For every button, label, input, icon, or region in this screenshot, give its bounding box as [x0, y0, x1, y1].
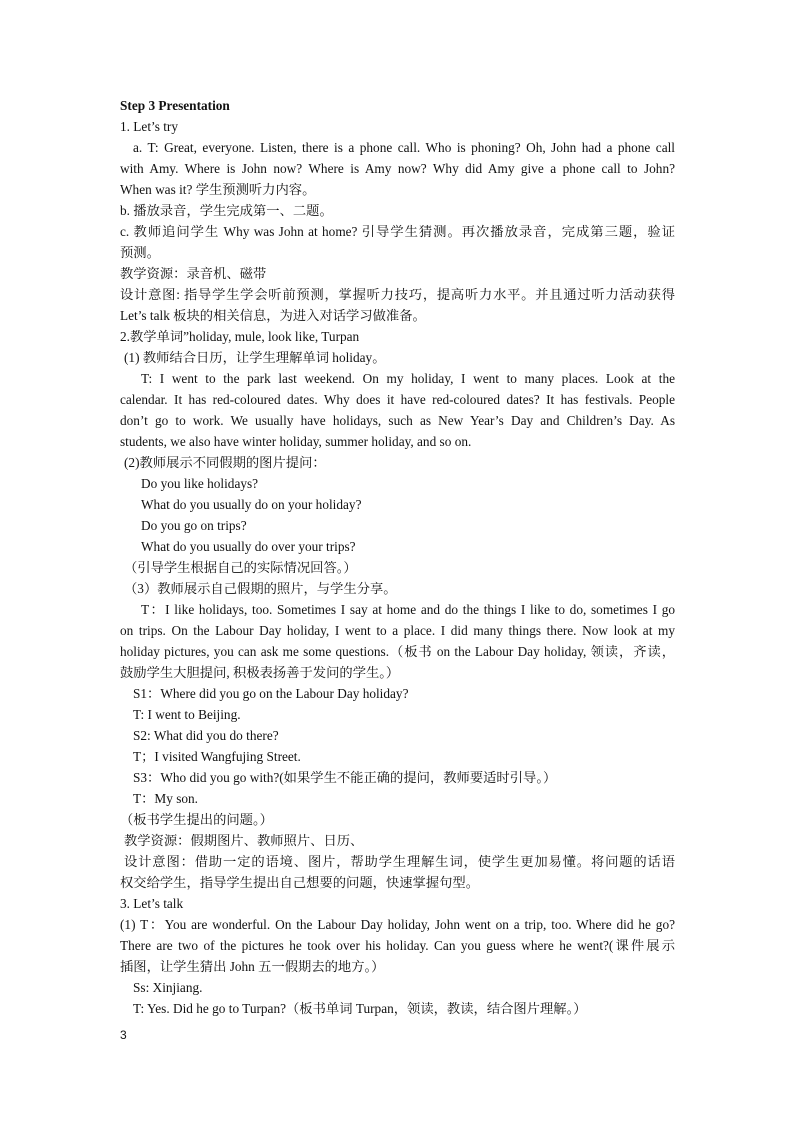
- section-heading: Step 3 Presentation: [120, 98, 230, 113]
- text-line: T: Yes. Did he go to Turpan?（板书单词 Turpan，领读，教读，结合图片理解。）: [133, 1001, 587, 1016]
- text-line: What do you usually do over your trips?: [141, 539, 356, 554]
- text-line: (1) T：You are wonderful. On the Labour Day holiday, John went on a trip, too. Where did he go?: [120, 917, 675, 932]
- text-line: （引导学生根据自己的实际情况回答。）: [124, 560, 357, 575]
- text-line: (2)教师展示不同假期的图片提问：: [124, 455, 326, 470]
- text-line: 1. Let’s try: [120, 119, 178, 134]
- text-line: What do you usually do on your holiday?: [141, 497, 362, 512]
- text-line: When was it? 学生预测听力内容。: [120, 182, 316, 197]
- text-line: Let’s talk 板块的相关信息，为进入对话学习做准备。: [120, 308, 426, 323]
- text-line: c. 教师追问学生 Why was John at home? 引导学生猜测。再次播放录音，完成第三题，验证: [120, 224, 675, 239]
- text-line: S2: What did you do there?: [133, 728, 279, 743]
- text-line: There are two of the pictures he took over his holiday. Can you guess where he went?(课件展示: [120, 938, 675, 953]
- text-line: Ss: Xinjiang.: [133, 980, 203, 995]
- text-line: calendar. It has red-coloured dates. Why does it have red-coloured dates? It has festivals. People: [120, 392, 675, 407]
- text-line: b. 播放录音，学生完成第一、二题。: [120, 203, 333, 218]
- text-line: Do you like holidays?: [141, 476, 259, 491]
- text-line: 鼓励学生大胆提问, 积极表扬善于发问的学生。）: [120, 665, 400, 680]
- text-line: 插图，让学生猜出 John 五一假期去的地方。）: [120, 959, 385, 974]
- text-line: S3：Who did you go with?(如果学生不能正确的提问，教师要适时引导。）: [133, 770, 557, 785]
- text-line: T：I like holidays, too. Sometimes I say at home and do the things I like to do, sometimes I go: [141, 602, 675, 617]
- text-line: students, we also have winter holiday, summer holiday, and so on.: [120, 434, 472, 449]
- text-line: 教学资源：假期图片、教师照片、日历、: [124, 833, 364, 848]
- text-line: with Amy. Where is John now? Where is Amy now? Why did Amy give a phone call to John?: [120, 161, 675, 176]
- text-line: 教学资源：录音机、磁带: [120, 266, 267, 281]
- text-line: holiday pictures, you can ask me some questions.（板书 on the Labour Day holiday, 领读，齐读，: [120, 644, 675, 659]
- text-line: Do you go on trips?: [141, 518, 247, 533]
- text-line: 2.教学单词”holiday, mule, look like, Turpan: [120, 329, 360, 344]
- text-line: 权交给学生，指导学生提出自己想要的问题，快速掌握句型。: [120, 875, 480, 890]
- page-number: 3: [120, 1028, 127, 1042]
- text-line: 预测。: [120, 245, 160, 260]
- text-line: a. T: Great, everyone. Listen, there is a phone call. Who is phoning? Oh, John had a phone call: [133, 140, 675, 155]
- text-line: (1) 教师结合日历，让学生理解单词 holiday。: [124, 350, 386, 365]
- text-line: don’t go to work. We usually have holidays, such as New Year’s Day and Children’s Day. As: [120, 413, 675, 428]
- text-line: T；I visited Wangfujing Street.: [133, 749, 301, 764]
- text-line: 3. Let’s talk: [120, 896, 184, 911]
- text-line: （3）教师展示自己假期的照片，与学生分享。: [124, 581, 397, 596]
- text-line: （板书学生提出的问题。）: [120, 812, 273, 827]
- text-line: S1：Where did you go on the Labour Day holiday?: [133, 686, 409, 701]
- text-line: T: I went to Beijing.: [133, 707, 241, 722]
- text-line: T: I went to the park last weekend. On my holiday, I went to many places. Look at the: [141, 371, 675, 386]
- text-line: 设计意图: 指导学生学会听前预测，掌握听力技巧，提高听力水平。并且通过听力活动获得: [120, 287, 675, 302]
- text-line: 设计意图：借助一定的语境、图片，帮助学生理解生词，使学生更加易懂。将问题的话语: [124, 854, 675, 869]
- text-line: on trips. On the Labour Day holiday, I went to a place. I did many things there. Now look at my: [120, 623, 675, 638]
- text-line: T：My son.: [133, 791, 199, 806]
